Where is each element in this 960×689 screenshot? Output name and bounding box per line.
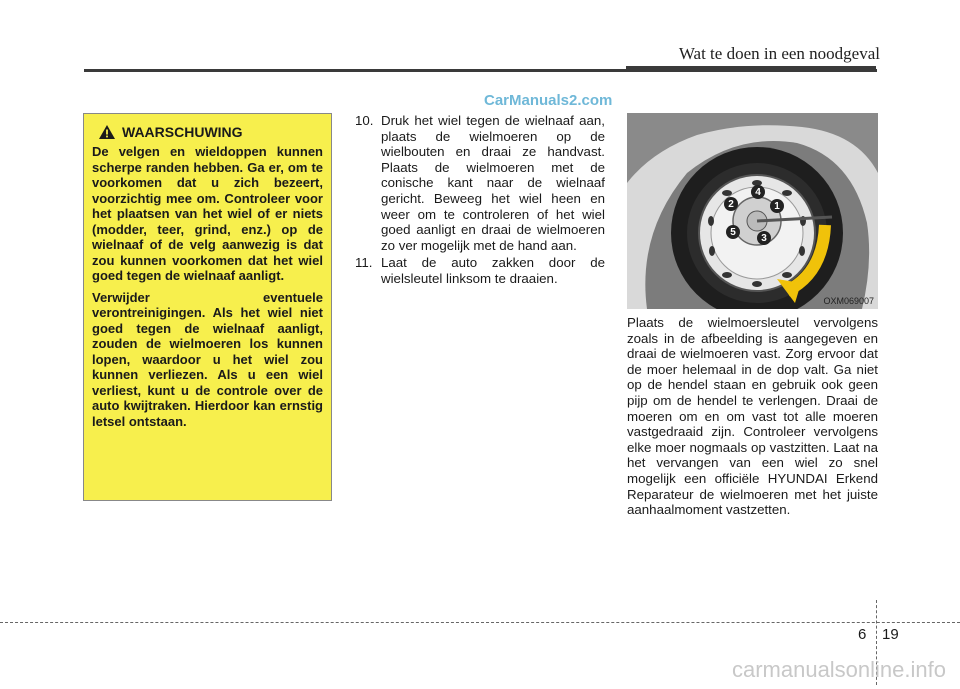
wheel-illustration (627, 113, 878, 309)
nut-label: 3 (757, 231, 771, 245)
nut-label: 5 (726, 225, 740, 239)
wheel-figure (627, 113, 878, 309)
header-rule-accent (626, 66, 876, 72)
nut-label: 1 (770, 199, 784, 213)
step-item (355, 113, 605, 253)
warning-heading (98, 124, 323, 140)
warning-box (83, 113, 332, 501)
steps-list (355, 113, 605, 289)
nut-label: 2 (724, 197, 738, 211)
footer-page-number: 19 (882, 626, 899, 643)
footer-chapter-number: 6 (858, 626, 867, 643)
step-item (355, 255, 605, 286)
step-number: 11. (355, 255, 373, 271)
figure-code: OXM069007 (823, 296, 874, 306)
page-header-title: Wat te doen in een noodgeval (678, 44, 880, 63)
watermark-top: CarManuals2.com (484, 92, 613, 109)
step-number: 10. (355, 113, 374, 128)
warning-heading-text: WAARSCHUWING (122, 124, 243, 140)
warning-paragraph: De velgen en wieldoppen kunnen scherpe randen hebben. Ga er, om te voorkomen dat u zich bezeert, voorzichtig mee om. Controleer voor het plaatsen van het wiel of er niets (modder, teer, grind, enz.) op de wielnaaf of de velg aanwezig is dat zou kunnen voorkomen dat het wiel goed tegen de wielnaaf aanligt. (92, 144, 323, 283)
warning-paragraph: Verwijder eventuele verontreinigingen. Als het wiel niet goed tegen de wielnaaf aanligt, zouden de wielmoeren los kunnen lopen, waardoor u het wiel zou kunnen verliezen. Als u een wiel verliest, kunt u de controle over de auto kwijtraken. Hierdoor kan ernstig letsel ontstaan. (92, 289, 323, 429)
footer-dashed-rule (0, 622, 960, 623)
step-text: Laat de auto zakken door de wielsleutel linksom te draaien. (381, 255, 605, 286)
figure-caption: Plaats de wielmoersleutel vervolgens zoals in de afbeelding is aangegeven en draai de wielmoeren vast. Zorg ervoor dat de moer helemaal in de dop valt. Ga niet op de hendel staan en gebruik ook geen pijp om de hendel te verlengen. Draai de moeren om en om vast tot alle moeren vastgedraaid zijn. Controleer vervolgens elke moer nogmaals op vastzitten. Laat na het vervangen van een wiel zo snel mogelijk een officiële HYUNDAI Erkend Reparateur de wielmoeren met het juiste aanhaalmoment vastzetten. (627, 315, 878, 518)
step-text: Druk het wiel tegen de wielnaaf aan, plaats de wielmoeren op de wielbouten en draai ze handvast. Plaats de wielmoeren met de conische kant naar de wielnaaf gericht. Beweeg het wiel heen en weer om te controleren of het wiel goed aanligt en draai de wielmoeren zo ver mogelijk met de hand aan. (381, 113, 605, 253)
watermark-bottom: carmanualsonline.info (731, 657, 946, 682)
warning-triangle-icon (98, 124, 116, 140)
nut-label: 4 (751, 185, 765, 199)
